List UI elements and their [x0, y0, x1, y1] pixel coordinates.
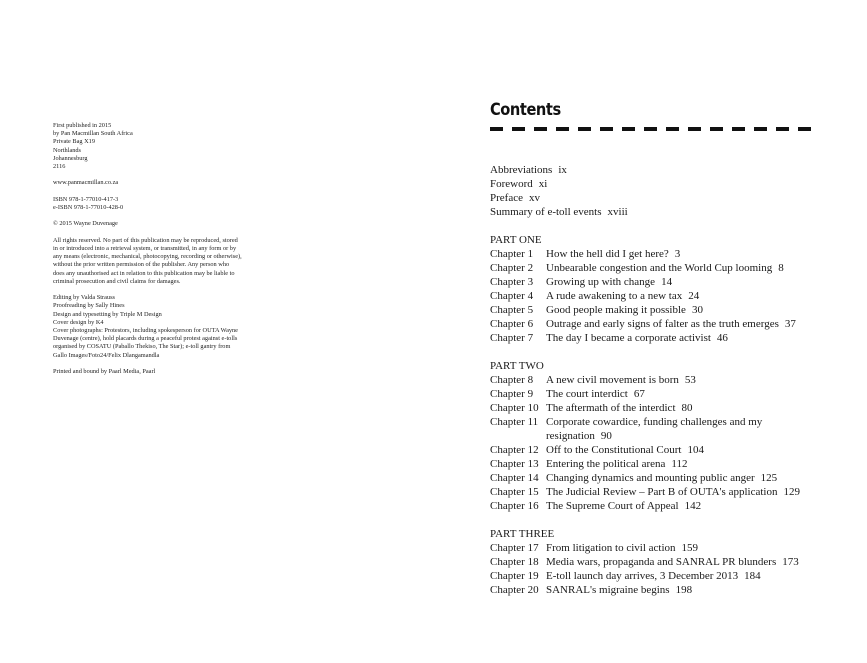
credit-line: Proofreading by Sally Hines: [53, 302, 125, 310]
toc-chapter-entry[interactable]: Chapter 6 Outrage and early signs of falter as the truth emerges 37: [490, 318, 796, 330]
toc-chapter-entry[interactable]: Chapter 15 The Judicial Review – Part B of OUTA's application 129: [490, 486, 800, 498]
toc-chapter-entry[interactable]: Chapter 20 SANRAL's migraine begins 198: [490, 584, 693, 596]
publisher-line: Private Bag X19: [53, 138, 95, 146]
toc-chapter-entry[interactable]: Chapter 16 The Supreme Court of Appeal 142: [490, 500, 702, 512]
toc-chapter-entry[interactable]: Chapter 7 The day I became a corporate activist 46: [490, 332, 728, 344]
credit-line: organised by COSATU (Paballo Thekiso, The Star); e-toll gantry from: [53, 343, 231, 351]
rights-notice: [53, 237, 313, 286]
toc-front-entry[interactable]: Foreword xi: [490, 178, 548, 190]
printer-line: Printed and bound by Paarl Media, Paarl: [53, 368, 156, 375]
copyright-notice: © 2015 Wayne Duvenage: [53, 220, 118, 228]
toc-chapter-entry[interactable]: Chapter 10 The aftermath of the interdict 80: [490, 402, 693, 414]
publisher-line: by Pan Macmillan South Africa: [53, 130, 133, 138]
toc-chapter-entry[interactable]: Chapter 19 E-toll launch day arrives, 3 December 2013 184: [490, 570, 761, 582]
toc-chapter-entry[interactable]: Chapter 2 Unbearable congestion and the World Cup looming 8: [490, 262, 784, 274]
toc-chapter-entry[interactable]: Chapter 9 The court interdict 67: [490, 388, 645, 400]
toc-front-entry[interactable]: Abbreviations ix: [490, 164, 567, 176]
rights-line: in or introduced into a retrieval system, or transmitted, in any form or by: [53, 244, 237, 252]
toc-chapter-entry[interactable]: Chapter 11 Corporate cowardice, funding challenges and my resignation 90: [490, 416, 763, 442]
part-heading: PART TWO: [490, 360, 544, 372]
publisher-line: Northlands: [53, 146, 81, 154]
toc-front-entry[interactable]: Preface xv: [490, 192, 540, 204]
toc-chapter-entry[interactable]: Chapter 14 Changing dynamics and mounting public anger 125: [490, 472, 778, 484]
imprint-page: [53, 122, 313, 384]
toc-chapter-entry[interactable]: Chapter 3 Growing up with change 14: [490, 276, 673, 288]
credit-line: Design and typesetting by Triple M Design: [53, 310, 162, 318]
toc-chapter-entry[interactable]: Chapter 5 Good people making it possible 30: [490, 304, 703, 316]
rights-line: All rights reserved. No part of this publication may be reproduced, stored: [53, 236, 238, 244]
publisher-line: First published in 2015: [53, 122, 112, 129]
isbn: ISBN 978-1-77010-417-3: [53, 195, 119, 203]
rights-line: criminal prosecution and civil claims for damages.: [53, 277, 181, 285]
table-of-contents: [490, 163, 830, 597]
dashed-rule: [490, 127, 815, 131]
credits: [53, 294, 313, 360]
credit-line: Duvenage (centre), hold placards during a peaceful protest against e-tolls: [53, 335, 238, 343]
toc-chapter-entry[interactable]: Chapter 17 From litigation to civil action 159: [490, 542, 699, 554]
toc-chapter-entry[interactable]: Chapter 18 Media wars, propaganda and SANRAL PR blunders 173: [490, 556, 799, 568]
rights-line: any means (electronic, mechanical, photocopying, recording or otherwise),: [53, 253, 242, 261]
credit-line: Editing by Valda Strauss: [53, 294, 115, 302]
credit-line: Gallo Images/Foto24/Felix Dlangamandla: [53, 351, 160, 359]
credit-line: Cover design by K4: [53, 318, 104, 326]
toc-chapter-entry[interactable]: Chapter 4 A rude awakening to a new tax 24: [490, 290, 700, 302]
publisher-website: www.panmacmillan.co.za: [53, 179, 119, 187]
publisher-block: [53, 122, 313, 171]
rights-line: does any unauthorised act in relation to this publication may be liable to: [53, 269, 235, 277]
publisher-line: Johannesburg: [53, 154, 88, 162]
part-heading: PART ONE: [490, 234, 542, 246]
eisbn: e-ISBN 978-1-77010-428-0: [53, 204, 124, 211]
credit-line: Cover photographs: Protestors, including spokesperson for OUTA Wayne: [53, 327, 238, 334]
contents-title: Contents: [490, 100, 561, 120]
part-heading: PART THREE: [490, 528, 555, 540]
toc-chapter-entry[interactable]: Chapter 12 Off to the Constitutional Court 104: [490, 444, 704, 456]
toc-front-entry[interactable]: Summary of e-toll events xviii: [490, 206, 628, 218]
toc-chapter-entry[interactable]: Chapter 13 Entering the political arena 112: [490, 458, 688, 470]
rights-line: without the prior written permission of the publisher. Any person who: [53, 261, 230, 269]
publisher-line: 2116: [53, 163, 66, 171]
toc-chapter-entry[interactable]: Chapter 8 A new civil movement is born 53: [490, 374, 696, 386]
toc-chapter-entry[interactable]: Chapter 1 How the hell did I get here? 3: [490, 248, 681, 260]
